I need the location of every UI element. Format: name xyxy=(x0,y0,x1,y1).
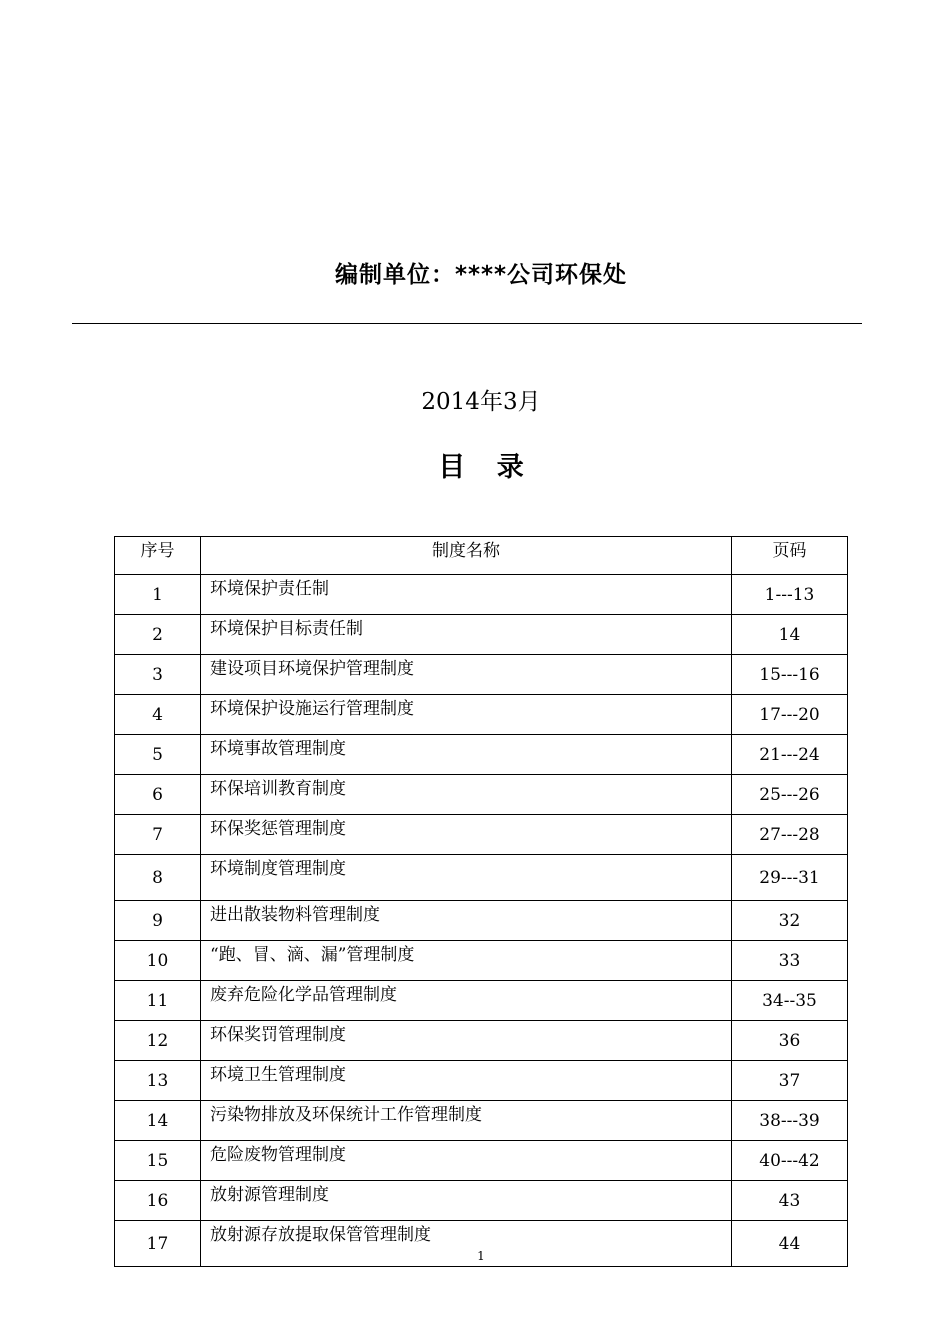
table-row xyxy=(115,655,848,695)
row-number: 5 xyxy=(115,735,201,775)
regulation-name: 废弃危险化学品管理制度 xyxy=(201,981,732,1021)
toc-table xyxy=(114,536,848,1267)
row-number: 3 xyxy=(115,655,201,695)
page-range: 1---13 xyxy=(732,575,848,615)
regulation-name: 环境事故管理制度 xyxy=(201,735,732,775)
page-range: 43 xyxy=(732,1181,848,1221)
regulation-name: 建设项目环境保护管理制度 xyxy=(201,655,732,695)
column-header-pages: 页码 xyxy=(732,537,848,575)
row-number: 16 xyxy=(115,1181,201,1221)
page-range: 25---26 xyxy=(732,775,848,815)
table-row xyxy=(115,615,848,655)
regulation-name: 放射源管理制度 xyxy=(201,1181,732,1221)
page-range: 27---28 xyxy=(732,815,848,855)
table-row xyxy=(115,901,848,941)
table-row xyxy=(115,981,848,1021)
table-row xyxy=(115,1141,848,1181)
row-number: 1 xyxy=(115,575,201,615)
row-number: 2 xyxy=(115,615,201,655)
row-number: 13 xyxy=(115,1061,201,1101)
page-range: 29---31 xyxy=(732,855,848,901)
row-number: 8 xyxy=(115,855,201,901)
regulation-name: 危险废物管理制度 xyxy=(201,1141,732,1181)
row-number: 11 xyxy=(115,981,201,1021)
regulation-name: 环保奖惩管理制度 xyxy=(201,815,732,855)
page-range: 36 xyxy=(732,1021,848,1061)
table-row xyxy=(115,1061,848,1101)
regulation-name: 环保奖罚管理制度 xyxy=(201,1021,732,1061)
organization-line: 编制单位：****公司环保处 xyxy=(334,262,628,288)
row-number: 10 xyxy=(115,941,201,981)
regulation-name: 污染物排放及环保统计工作管理制度 xyxy=(201,1101,732,1141)
page-number: 1 xyxy=(477,1249,485,1263)
table-header-row xyxy=(115,537,848,575)
table-row xyxy=(115,815,848,855)
page-range: 38---39 xyxy=(732,1101,848,1141)
regulation-name: 环保培训教育制度 xyxy=(201,775,732,815)
regulation-name: 放射源存放提取保管管理制度 xyxy=(201,1221,732,1267)
row-number: 12 xyxy=(115,1021,201,1061)
table-row xyxy=(115,735,848,775)
regulation-name: 环境保护责任制 xyxy=(201,575,732,615)
regulation-name: 环境保护设施运行管理制度 xyxy=(201,695,732,735)
table-row xyxy=(115,855,848,901)
table-row xyxy=(115,575,848,615)
toc-body xyxy=(115,575,848,1267)
horizontal-rule xyxy=(72,323,862,324)
regulation-name: 进出散装物料管理制度 xyxy=(201,901,732,941)
table-row xyxy=(115,941,848,981)
page-range: 33 xyxy=(732,941,848,981)
regulation-name: “跑、冒、滴、漏”管理制度 xyxy=(201,941,732,981)
page-range: 44 xyxy=(732,1221,848,1267)
table-row xyxy=(115,695,848,735)
page-range: 15---16 xyxy=(732,655,848,695)
page-range: 40---42 xyxy=(732,1141,848,1181)
row-number: 14 xyxy=(115,1101,201,1141)
regulation-name: 环境制度管理制度 xyxy=(201,855,732,901)
regulation-name: 环境保护目标责任制 xyxy=(201,615,732,655)
table-row xyxy=(115,775,848,815)
table-row xyxy=(115,1021,848,1061)
page-range: 37 xyxy=(732,1061,848,1101)
row-number: 9 xyxy=(115,901,201,941)
row-number: 17 xyxy=(115,1221,201,1267)
page-range: 34--35 xyxy=(732,981,848,1021)
regulation-name: 环境卫生管理制度 xyxy=(201,1061,732,1101)
row-number: 7 xyxy=(115,815,201,855)
column-header-name: 制度名称 xyxy=(201,537,732,575)
table-row xyxy=(115,1101,848,1141)
document-date: 2014年3月 xyxy=(421,389,541,415)
row-number: 4 xyxy=(115,695,201,735)
column-header-no: 序号 xyxy=(115,537,201,575)
page-range: 32 xyxy=(732,901,848,941)
page-range: 17---20 xyxy=(732,695,848,735)
page-range: 14 xyxy=(732,615,848,655)
toc-title: 目 录 xyxy=(438,452,524,483)
row-number: 6 xyxy=(115,775,201,815)
page-range: 21---24 xyxy=(732,735,848,775)
row-number: 15 xyxy=(115,1141,201,1181)
table-row xyxy=(115,1181,848,1221)
